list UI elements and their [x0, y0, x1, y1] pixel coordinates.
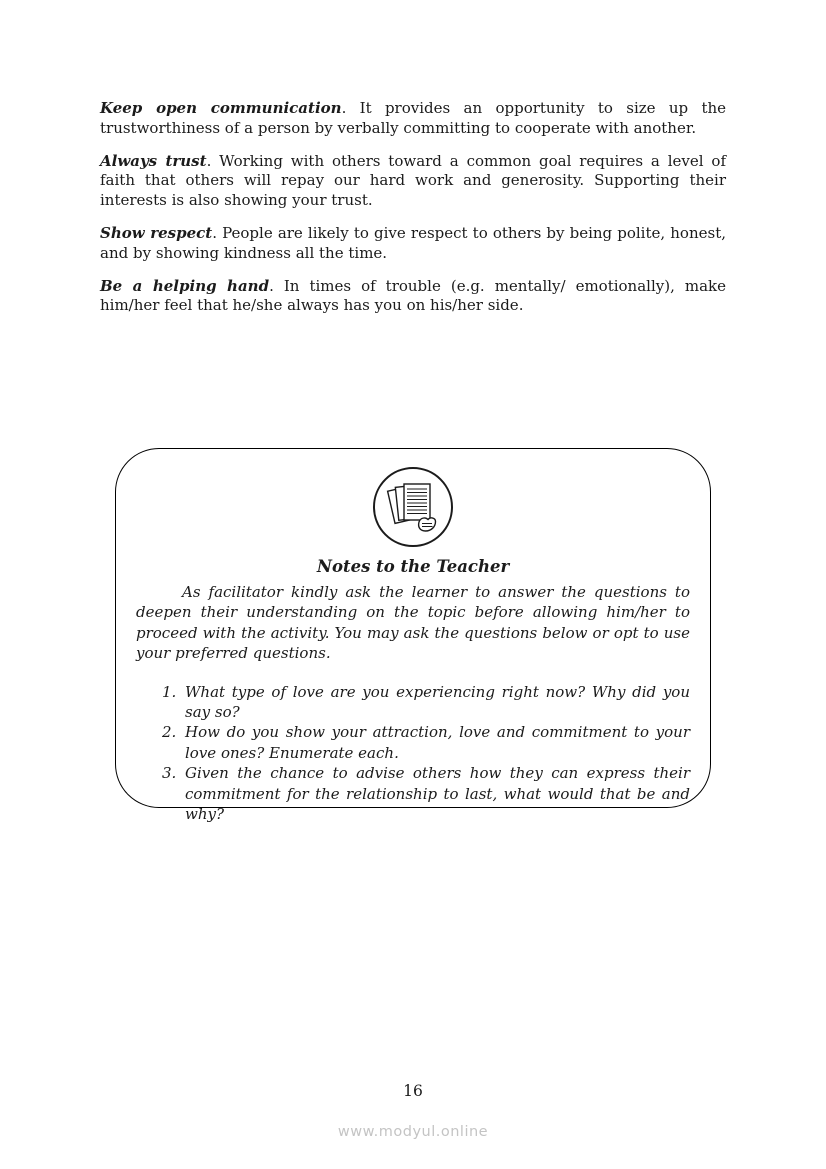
paragraph-keep-open-communication — [100, 99, 726, 139]
list-item-text: What type of love are you experiencing right now? Why did you say so? — [185, 682, 690, 721]
list-item-number: 3. — [162, 764, 177, 783]
list-item-number: 1. — [162, 682, 177, 701]
list-item-text: How do you show your attraction, love and commitment to your love ones? Enumerate each. — [185, 723, 690, 762]
page-number: 16 — [403, 1082, 423, 1100]
notes-papers-in-hand-icon — [371, 465, 455, 549]
list-item — [162, 722, 690, 763]
list-item — [162, 763, 690, 824]
paragraph-body: . In times of trouble (e.g. mentally/ emotionally), make him/her feel that he/she always has you on his/her side. — [100, 276, 726, 315]
watermark-text: www.modyul.online — [337, 1124, 489, 1140]
list-item-number: 2. — [162, 723, 177, 742]
paragraph-show-respect — [100, 224, 726, 264]
notes-question-list — [162, 682, 690, 825]
paragraph-body: . People are likely to give respect to others by being polite, honest, and by showing kindness all the time. — [100, 223, 726, 262]
paragraph-body: . Working with others toward a common goal requires a level of faith that others will repay our hard work and generosity. Supporting their interests is also showing your trust. — [100, 151, 726, 210]
paragraph-lead: Always trust — [100, 151, 207, 170]
paragraph-lead: Show respect — [100, 223, 213, 242]
notes-intro-text: As facilitator kindly ask the learner to answer the questions to deepen their understanding on the topic before allowing him/her to proceed with the activity. You may ask the questions below or opt to use your preferred questions. — [136, 583, 690, 663]
notes-title: Notes to the Teacher — [316, 557, 510, 576]
body-text — [100, 99, 726, 329]
paragraph-lead: Be a helping hand — [100, 276, 270, 295]
paragraph-body: . It provides an opportunity to size up the trustworthiness of a person by verbally committing to cooperate with another. — [100, 99, 727, 137]
paragraph-lead: Keep open communication — [100, 99, 342, 117]
notes-icon-container — [136, 465, 690, 553]
list-item — [162, 682, 690, 723]
list-item-text: Given the chance to advise others how they can express their commitment for the relationship to last, what would that be and why? — [185, 764, 690, 823]
paragraph-be-a-helping-hand — [100, 277, 726, 317]
notes-to-teacher-box — [115, 448, 711, 823]
paragraph-always-trust — [100, 152, 726, 211]
